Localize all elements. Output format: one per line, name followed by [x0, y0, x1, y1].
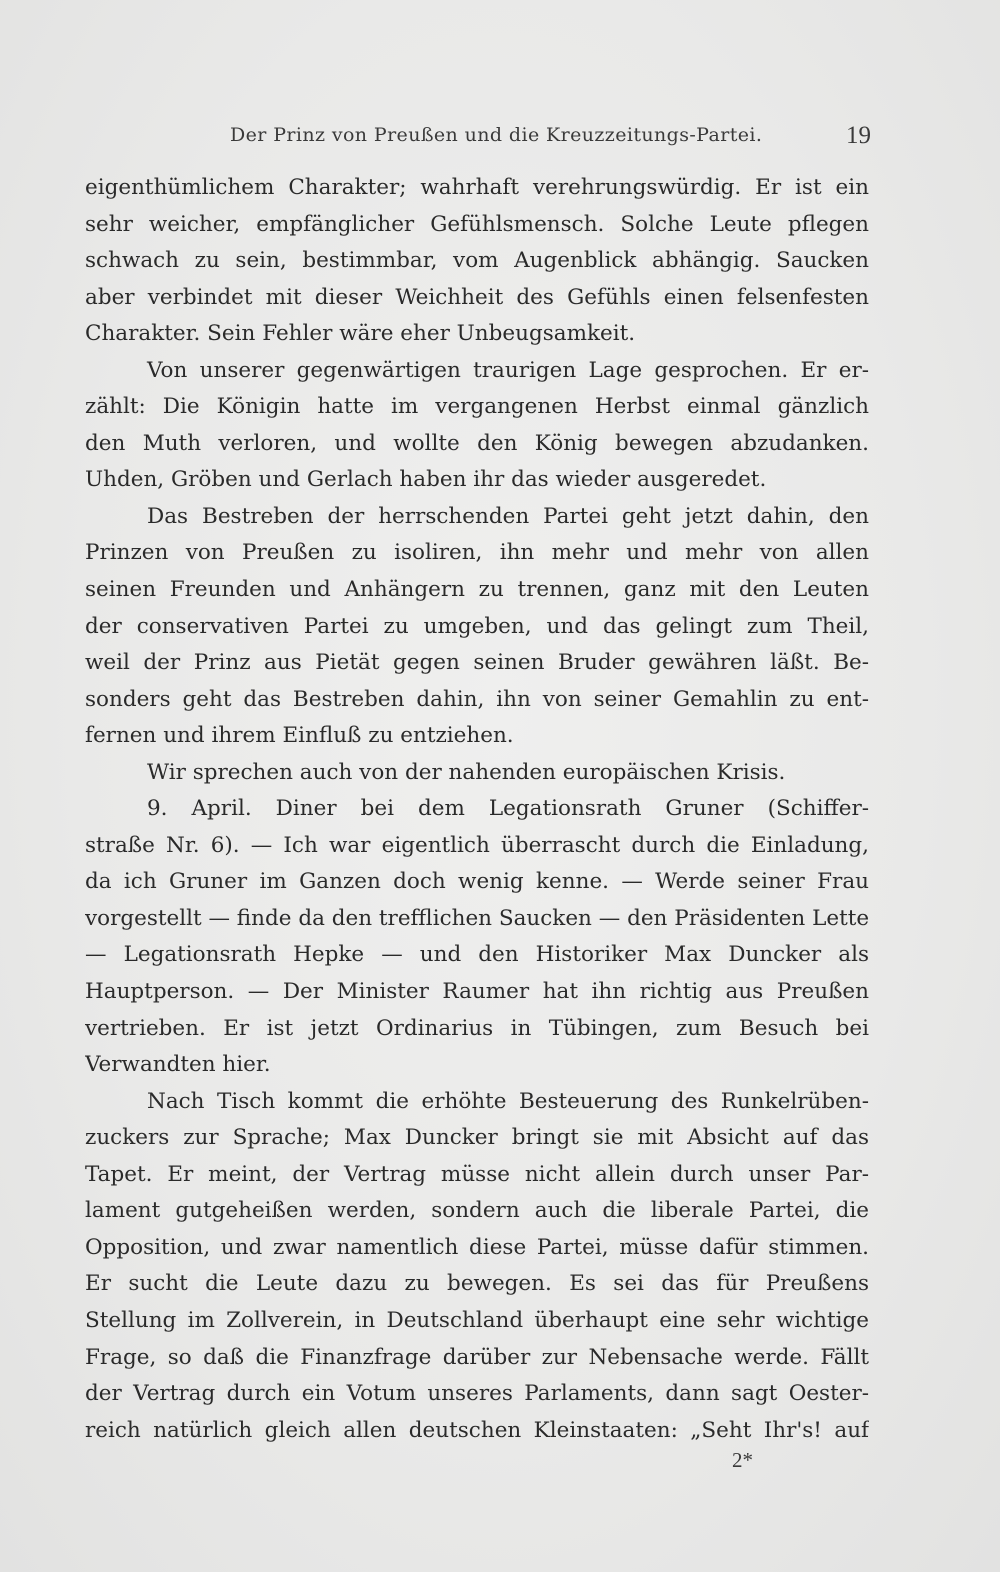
text-line: der Vertrag durch ein Votum unseres Parlaments, dann sagt Oester-: [85, 1381, 869, 1407]
text-line: seinen Freunden und Anhängern zu trennen, ganz mit den Leuten: [85, 577, 869, 603]
text-line: weil der Prinz aus Pietät gegen seinen Bruder gewähren läßt. Be-: [85, 650, 869, 676]
text-line: fernen und ihrem Einfluß zu entziehen.: [85, 723, 514, 749]
text-line: Das Bestreben der herrschenden Partei geht jetzt dahin, den: [147, 503, 869, 529]
text-line: Prinzen von Preußen zu isoliren, ihn mehr und mehr von allen: [85, 540, 869, 566]
text-line: Wir sprechen auch von der nahenden europäischen Krisis.: [147, 759, 786, 785]
text-line: schwach zu sein, bestimmbar, vom Augenblick abhängig. Saucken: [85, 248, 869, 274]
text-line: — Legationsrath Hepke — und den Historiker Max Duncker als: [85, 942, 869, 968]
text-line: der conservativen Partei zu umgeben, und das gelingt zum Theil,: [85, 613, 869, 639]
printer-signature-mark: 2*: [732, 1448, 753, 1472]
text-line: Stellung im Zollverein, in Deutschland überhaupt eine sehr wichtige: [85, 1307, 869, 1333]
text-line: straße Nr. 6). — Ich war eigentlich überrascht durch die Einladung,: [85, 832, 869, 858]
text-line: Nach Tisch kommt die erhöhte Besteuerung des Runkelrüben-: [147, 1088, 869, 1114]
text-line: Verwandten hier.: [85, 1052, 271, 1078]
text-line: Opposition, und zwar namentlich diese Partei, müsse dafür stimmen.: [85, 1234, 869, 1260]
text-line: Uhden, Gröben und Gerlach haben ihr das wieder ausgeredet.: [85, 467, 767, 493]
text-line: sehr weicher, empfänglicher Gefühlsmensch. Solche Leute pflegen: [85, 211, 869, 237]
text-line: vertrieben. Er ist jetzt Ordinarius in Tübingen, zum Besuch bei: [85, 1015, 869, 1041]
text-line: sonders geht das Bestreben dahin, ihn von seiner Gemahlin zu ent-: [85, 686, 869, 712]
text-line: Charakter. Sein Fehler wäre eher Unbeugsamkeit.: [85, 321, 636, 347]
text-line: lament gutgeheißen werden, sondern auch die liberale Partei, die: [85, 1198, 869, 1224]
text-line: den Muth verloren, und wollte den König bewegen abzudanken.: [85, 430, 869, 456]
text-line: Er sucht die Leute dazu zu bewegen. Es sei das für Preußens: [85, 1271, 869, 1297]
body-text: [85, 170, 869, 1449]
text-line: Von unserer gegenwärtigen traurigen Lage gesprochen. Er er-: [147, 357, 869, 383]
running-head: [0, 118, 1000, 158]
text-line: aber verbindet mit dieser Weichheit des Gefühls einen felsenfesten: [85, 284, 869, 310]
text-line: zuckers zur Sprache; Max Duncker bringt sie mit Absicht auf das: [85, 1125, 869, 1151]
running-title: Der Prinz von Preußen und die Kreuzzeitungs-Partei.: [230, 124, 763, 146]
text-line: Hauptperson. — Der Minister Raumer hat ihn richtig aus Preußen: [85, 979, 869, 1005]
text-line: vorgestellt — finde da den trefflichen Saucken — den Präsidenten Lette: [85, 905, 869, 931]
text-line: Tapet. Er meint, der Vertrag müsse nicht allein durch unser Par-: [85, 1161, 869, 1187]
text-line: da ich Gruner im Ganzen doch wenig kenne. — Werde seiner Frau: [85, 869, 869, 895]
text-line: reich natürlich gleich allen deutschen Kleinstaaten: „Seht Ihr's! auf: [85, 1417, 869, 1443]
text-line: eigenthümlichem Charakter; wahrhaft verehrungswürdig. Er ist ein: [85, 175, 869, 200]
text-line: Frage, so daß die Finanzfrage darüber zur Nebensache werde. Fällt: [85, 1344, 869, 1370]
page-number: 19: [846, 122, 871, 149]
text-line: zählt: Die Königin hatte im vergangenen Herbst einmal gänzlich: [85, 394, 869, 420]
text-line: 9. April. Diner bei dem Legationsrath Gruner (Schiffer-: [147, 796, 869, 822]
